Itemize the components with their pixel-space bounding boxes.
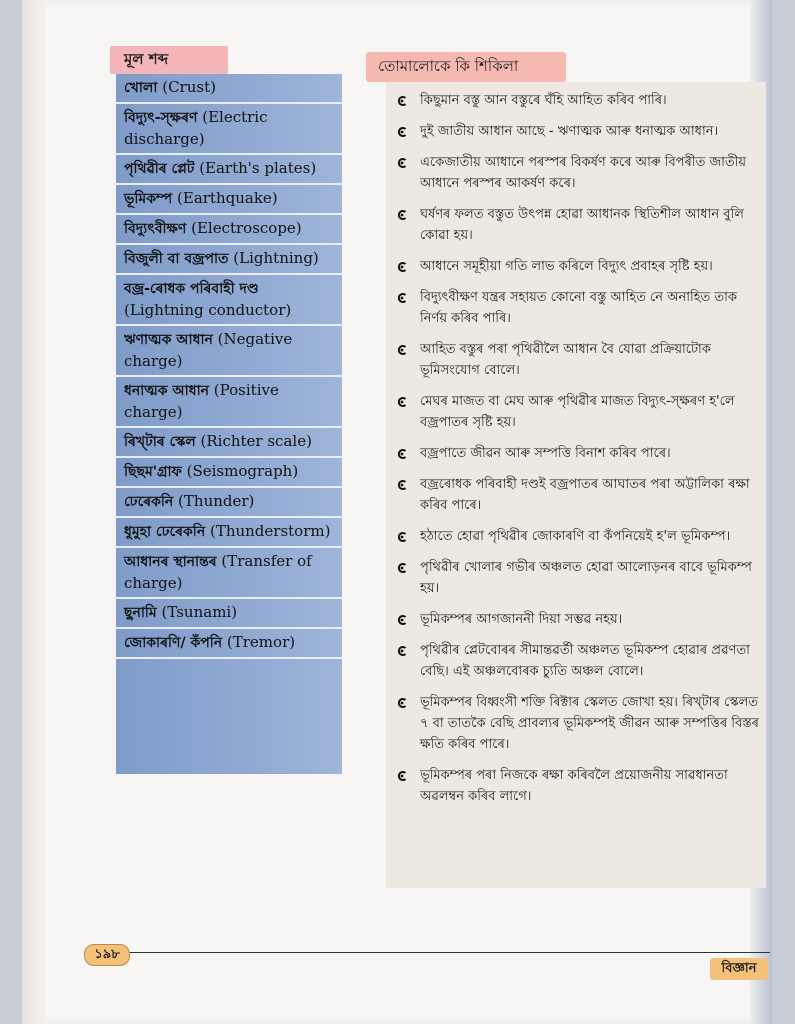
bullet-icon: [394, 478, 410, 492]
bullet-icon: [394, 94, 410, 108]
learning-text: হঠাতে হোৱা পৃথিৱীৰ জোকাৰণি বা কঁপনিয়েই হ'ল ভূমিকম্প।: [420, 529, 731, 544]
learning-item: [394, 391, 760, 433]
learning-text: দুই জাতীয় আধান আছে - ঋণাত্মক আৰু ধনাত্মক আধান।: [420, 124, 719, 139]
bullet-icon: [394, 260, 410, 274]
book-page: [22, 0, 772, 1024]
keyword-english: (Lightning conductor): [124, 301, 292, 319]
bullet-icon: [394, 644, 410, 658]
keyword-english: (Thunderstorm): [209, 522, 331, 540]
keyword-term: বজ্র-ৰোধক পৰিবাহী দণ্ড: [124, 281, 259, 297]
bullet-icon: [394, 769, 410, 783]
keyword-term: ছিছম'গ্ৰাফ: [124, 464, 182, 480]
page-number: ১৯৮: [84, 944, 130, 966]
bullet-icon: [394, 343, 410, 357]
keyword-term: ছুনামি: [124, 605, 157, 621]
learning-item: [394, 692, 760, 755]
bullet-icon: [394, 696, 410, 710]
learning-item: [394, 526, 760, 547]
keyword-english: (Electric discharge): [124, 108, 268, 148]
learning-text: বজ্রৰোধক পৰিবাহী দণ্ডই বজ্রপাতৰ আঘাতৰ পৰা অট্টালিকা ৰক্ষা কৰিব পাৰে।: [420, 477, 750, 513]
keyword-term: জোকাৰণি/ কঁপনি: [124, 635, 223, 651]
keyword-english: (Transfer of charge): [124, 552, 312, 592]
learning-item: [394, 609, 760, 630]
learning-item: [394, 204, 760, 246]
keyword-english: (Earthquake): [177, 189, 278, 207]
keyword-row: [116, 458, 342, 488]
keyword-term: ঢেৰেকনি: [124, 494, 174, 510]
bullet-icon: [394, 395, 410, 409]
bullet-icon: [394, 447, 410, 461]
learning-text: পৃথিৱীৰ খোলাৰ গভীৰ অঞ্চলত হোৱা আলোড়নৰ বাবে ভূমিকম্প হয়।: [420, 560, 752, 596]
keyword-row: [116, 326, 342, 377]
keyword-term: ধনাত্মক আধান: [124, 383, 210, 399]
keyword-row: [116, 377, 342, 428]
keyword-row: [116, 488, 342, 518]
keyword-english: (Negative charge): [124, 330, 293, 370]
keyword-term: পৃথিৱীৰ প্লেট: [124, 161, 195, 177]
keyword-term: ঋণাত্মক আধান: [124, 332, 213, 348]
footer-rule: [90, 952, 770, 953]
learning-item: [394, 90, 760, 111]
learning-item: [394, 557, 760, 599]
keyword-english: (Lightning): [233, 249, 319, 267]
learning-text: ঘৰ্ষণৰ ফলত বস্তুত উৎপন্ন হোৱা আধানক স্থিতিশীল আধান বুলি কোৱা হয়।: [420, 207, 744, 243]
keyword-term: বিজুলী বা বজ্রপাত: [124, 251, 229, 267]
keywords-heading: মূল শব্দ: [110, 46, 228, 74]
learning-text: আধানে সমূহীয়া গতি লাভ কৰিলে বিদ্যুৎ প্ৰবাহৰ সৃষ্টি হয়।: [420, 259, 713, 274]
keyword-row: [116, 599, 342, 629]
bullet-icon: [394, 208, 410, 222]
keyword-term: ৰিখ্টাৰ স্কেল: [124, 434, 196, 450]
learning-text: ভূমিকম্পৰ আগজাননী দিয়া সম্ভৱ নহয়।: [420, 612, 623, 627]
keyword-term: বিদ্যুৎবীক্ষণ: [124, 221, 187, 237]
learnings-heading: তোমালোকে কি শিকিলা: [366, 52, 566, 82]
keyword-english: (Seismograph): [186, 462, 299, 480]
keyword-row: [116, 275, 342, 326]
bullet-icon: [394, 561, 410, 575]
keyword-english: (Electroscope): [191, 219, 302, 237]
learning-item: [394, 121, 760, 142]
keywords-list: [116, 74, 342, 774]
learning-item: [394, 474, 760, 516]
learning-text: বজ্রপাতে জীৱন আৰু সম্পত্তি বিনাশ কৰিব পাৰে।: [420, 446, 671, 461]
page-spine: [22, 0, 46, 1024]
keyword-row: [116, 74, 342, 104]
learning-text: আহিত বস্তুৰ পৰা পৃথিৱীলৈ আধান বৈ যোৱা প্ৰক্ৰিয়াটোক ভূমিসংযোগ বোলে।: [420, 342, 711, 378]
keyword-term: খোলা: [124, 80, 158, 96]
bullet-icon: [394, 530, 410, 544]
keyword-row: [116, 185, 342, 215]
learning-text: মেঘৰ মাজত বা মেঘ আৰু পৃথিৱীৰ মাজত বিদ্যুৎ-স্ক্ষৰণ হ'লে বজ্রপাতৰ সৃষ্টি হয়।: [420, 394, 735, 430]
keyword-english: (Crust): [162, 78, 216, 96]
keyword-term: ভূমিকম্প: [124, 191, 173, 207]
learning-text: ভূমিকম্পৰ বিধ্বংসী শক্তি ৰিক্টাৰ স্কেলত জোখা হয়। ৰিখ্টাৰ স্কেলত ৭ বা তাতকৈ বেছি প্ৰাবল্যৰ ভূমিকম্পই জীৱন আৰু সম্পত্তিৰ বিস্তৰ ক্ষতি কৰিব পাৰে।: [420, 695, 759, 752]
keyword-english: (Positive charge): [124, 381, 279, 421]
bullet-icon: [394, 125, 410, 139]
learning-item: [394, 287, 760, 329]
learning-item: [394, 256, 760, 277]
keyword-row: [116, 104, 342, 155]
keyword-term: ধুমুহা ঢেৰেকনি: [124, 524, 206, 540]
learning-text: ভূমিকম্পৰ পৰা নিজকে ৰক্ষা কৰিবলৈ প্ৰয়োজনীয় সাৱধানতা অৱলম্বন কৰিব লাগে।: [420, 768, 728, 804]
learnings-list: [386, 82, 766, 807]
keyword-english: (Tremor): [226, 633, 296, 651]
keyword-row: [116, 245, 342, 275]
learning-text: একেজাতীয় আধানে পৰস্পৰ বিকৰ্ষণ কৰে আৰু বিপৰীত জাতীয় আধানে পৰস্পৰ আকৰ্ষণ কৰে।: [420, 155, 747, 191]
learning-item: [394, 765, 760, 807]
learning-text: পৃথিৱীৰ প্লেটবোৰৰ সীমান্তৱৰ্তী অঞ্চলত ভূমিকম্প হোৱাৰ প্ৰৱণতা বেছি। এই অঞ্চলবোৰক চ্যুতি অঞ্চল বোলে।: [420, 643, 750, 679]
keyword-row: [116, 518, 342, 548]
subject-label: বিজ্ঞান: [710, 958, 768, 980]
bullet-icon: [394, 613, 410, 627]
learning-item: [394, 443, 760, 464]
learning-text: বিদ্যুৎবীক্ষণ যন্ত্ৰৰ সহায়ত কোনো বস্তু আহিত নে অনাহিত তাক নিৰ্ণয় কৰিব পাৰি।: [420, 290, 738, 326]
keyword-term: আধানৰ স্থানান্তৰ: [124, 554, 217, 570]
keyword-english: (Tsunami): [161, 603, 238, 621]
learning-item: [394, 339, 760, 381]
bullet-icon: [394, 156, 410, 170]
keyword-row: [116, 629, 342, 659]
keyword-english: (Earth's plates): [199, 159, 317, 177]
bullet-icon: [394, 291, 410, 305]
keyword-row: [116, 428, 342, 458]
learning-item: [394, 640, 760, 682]
learnings-panel: [386, 82, 766, 888]
keyword-english: (Thunder): [178, 492, 255, 510]
keyword-term: বিদ্যুৎ-স্ক্ষৰণ: [124, 110, 198, 126]
learning-item: [394, 152, 760, 194]
learning-text: কিছুমান বস্তু আন বস্তুৰে ঘঁহি আহিত কৰিব পাৰি।: [420, 93, 667, 108]
keyword-row: [116, 548, 342, 599]
keyword-row: [116, 215, 342, 245]
keyword-row: [116, 155, 342, 185]
keyword-english: (Richter scale): [200, 432, 312, 450]
